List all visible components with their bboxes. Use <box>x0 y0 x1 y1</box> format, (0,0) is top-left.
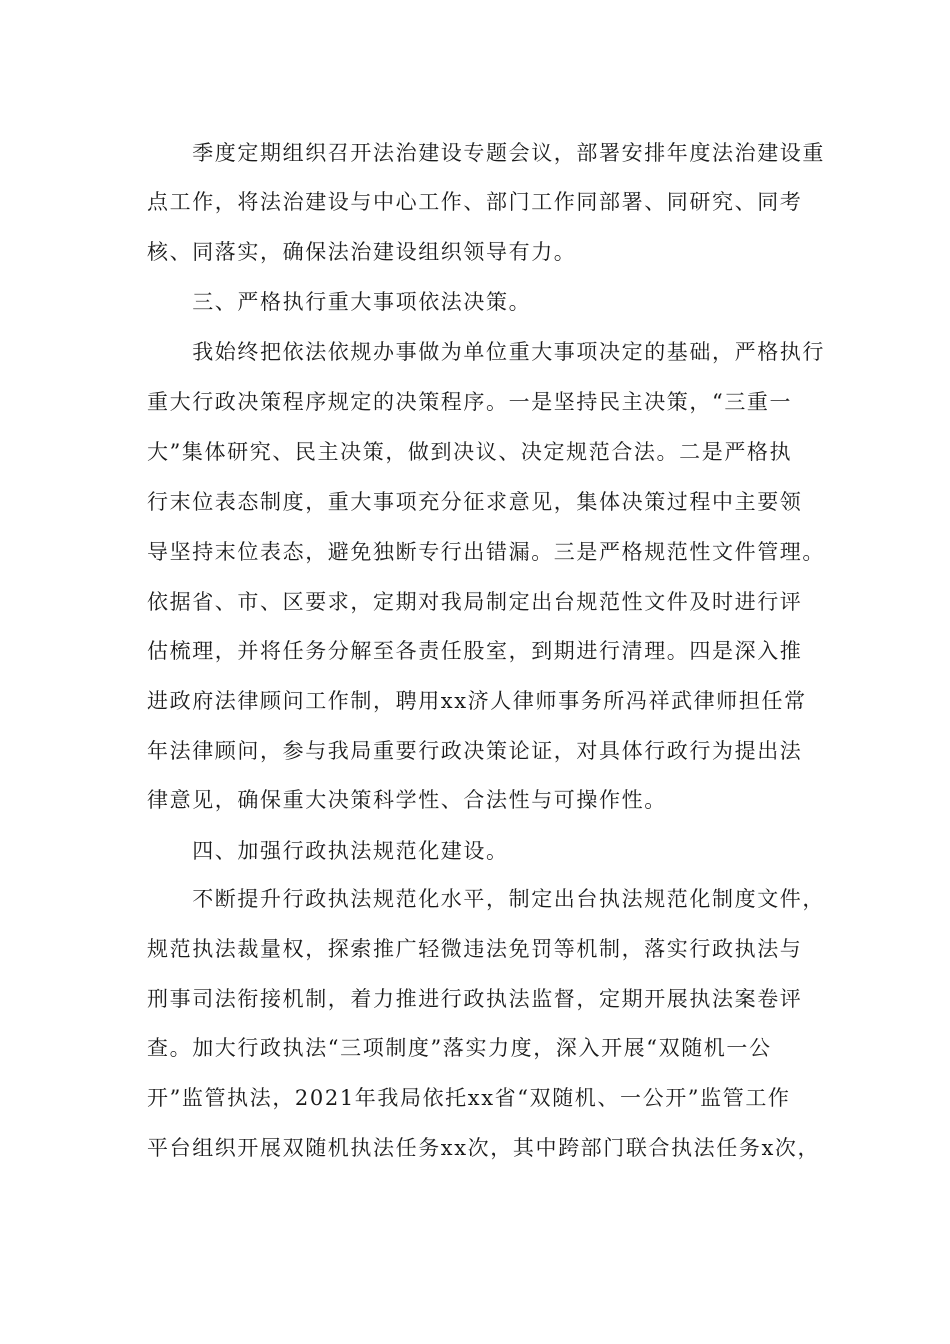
text-line: 规范执法裁量权，探索推广轻微违法免罚等机制，落实行政执法与 <box>147 937 803 961</box>
text-line: 年法律顾问，参与我局重要行政决策论证，对具体行政行为提出法 <box>147 739 803 763</box>
text-line: 大”集体研究、民主决策，做到决议、决定规范合法。二是严格执 <box>147 440 793 464</box>
section-heading: 四、加强行政执法规范化建设。 <box>147 839 509 863</box>
text-line: 导坚持末位表态，避免独断专行出错漏。三是严格规范性文件管理。 <box>147 540 825 564</box>
text-line: 行末位表态制度，重大事项充分征求意见，集体决策过程中主要领 <box>147 490 803 514</box>
text-line: 查。加大行政执法“三项制度”落实力度，深入开展“双随机一公 <box>147 1036 772 1060</box>
text-line: 进政府法律顾问工作制，聘用xx济人律师事务所冯祥武律师担任常 <box>147 689 807 713</box>
text-line: 不断提升行政执法规范化水平，制定出台执法规范化制度文件， <box>147 887 825 911</box>
text-line: 刑事司法衔接机制，着力推进行政执法监督，定期开展执法案卷评 <box>147 987 803 1011</box>
text-line: 点工作，将法治建设与中心工作、部门工作同部署、同研究、同考 <box>147 190 803 214</box>
text-line: 律意见，确保重大决策科学性、合法性与可操作性。 <box>147 788 667 812</box>
text-line: 依据省、市、区要求，定期对我局制定出台规范性文件及时进行评 <box>147 590 803 614</box>
text-line: 季度定期组织召开法治建设专题会议，部署安排年度法治建设重 <box>147 141 825 165</box>
text-line: 平台组织开展双随机执法任务xx次，其中跨部门联合执法任务x次， <box>147 1136 821 1160</box>
text-line: 开”监管执法，2021年我局依托xx省“双随机、一公开”监管工作 <box>147 1086 791 1110</box>
section-heading: 三、严格执行重大事项依法决策。 <box>147 290 532 314</box>
text-line: 我始终把依法依规办事做为单位重大事项决定的基础，严格执行 <box>147 340 825 364</box>
text-line: 估梳理，并将任务分解至各责任股室，到期进行清理。四是深入推 <box>147 639 803 663</box>
text-line: 核、同落实，确保法治建设组织领导有力。 <box>147 240 577 264</box>
text-line: 重大行政决策程序规定的决策程序。一是坚持民主决策，“三重一 <box>147 390 793 414</box>
